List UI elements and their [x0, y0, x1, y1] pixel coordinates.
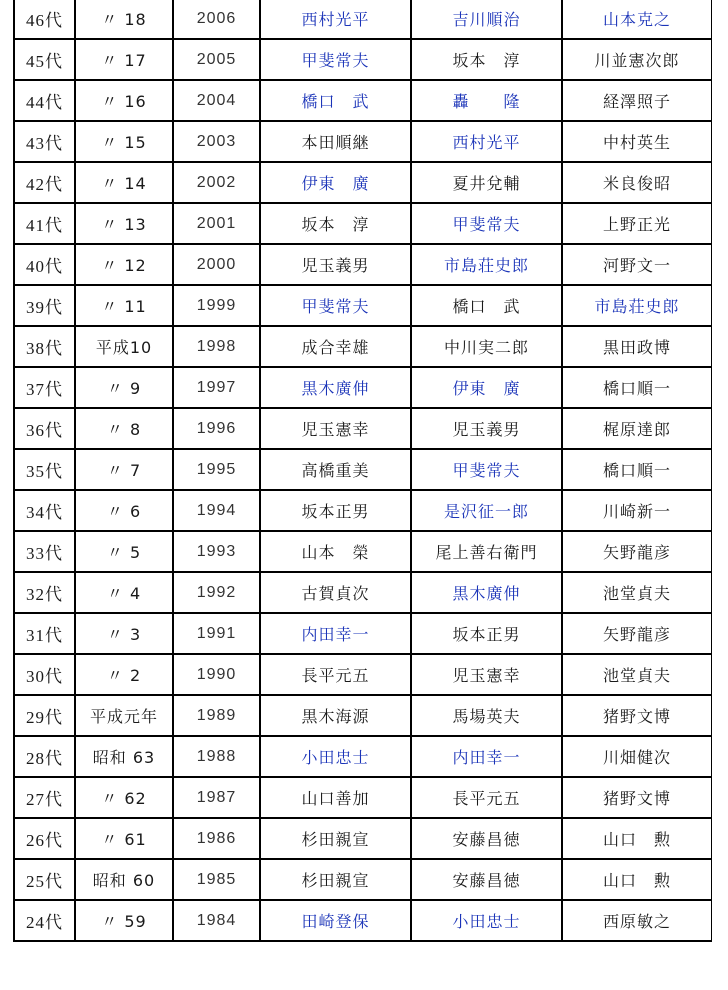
- name-link[interactable]: 内田幸一: [411, 736, 562, 777]
- year-cell: 2003: [173, 121, 260, 162]
- name-link[interactable]: 小田忠士: [411, 900, 562, 941]
- generation-cell: 41代: [14, 203, 75, 244]
- name-cell: 杉田親宣: [260, 818, 411, 859]
- table-row: [14, 203, 712, 244]
- name-cell: 坂本正男: [260, 490, 411, 531]
- name-cell: 矢野龍彦: [562, 531, 712, 572]
- era-year-cell: 〃 4: [75, 572, 173, 613]
- name-link[interactable]: 橋口 武: [260, 80, 411, 121]
- name-cell: 杉田親宣: [260, 859, 411, 900]
- name-cell: 長平元五: [411, 777, 562, 818]
- name-cell: 長平元五: [260, 654, 411, 695]
- generation-cell: 28代: [14, 736, 75, 777]
- era-year-cell: 昭和 63: [75, 736, 173, 777]
- name-cell: 梶原達郎: [562, 408, 712, 449]
- table-body: [14, 0, 712, 941]
- era-year-cell: 〃 62: [75, 777, 173, 818]
- name-cell: 成合幸雄: [260, 326, 411, 367]
- year-cell: 1985: [173, 859, 260, 900]
- table-row: [14, 818, 712, 859]
- era-year-cell: 〃 11: [75, 285, 173, 326]
- generation-cell: 45代: [14, 39, 75, 80]
- name-cell: 夏井兌輔: [411, 162, 562, 203]
- year-cell: 1998: [173, 326, 260, 367]
- name-cell: 川崎新一: [562, 490, 712, 531]
- name-link[interactable]: 甲斐常夫: [260, 39, 411, 80]
- table-row: [14, 654, 712, 695]
- table-row: [14, 900, 712, 941]
- table-row: [14, 244, 712, 285]
- year-cell: 2000: [173, 244, 260, 285]
- generation-cell: 34代: [14, 490, 75, 531]
- era-year-cell: 平成10: [75, 326, 173, 367]
- name-link[interactable]: 甲斐常夫: [260, 285, 411, 326]
- name-cell: 坂本正男: [411, 613, 562, 654]
- name-cell: 児玉義男: [411, 408, 562, 449]
- table-row: [14, 613, 712, 654]
- year-cell: 1991: [173, 613, 260, 654]
- era-year-cell: 〃 18: [75, 0, 173, 39]
- name-cell: 橋口 武: [411, 285, 562, 326]
- era-year-cell: 〃 59: [75, 900, 173, 941]
- name-cell: 米良俊昭: [562, 162, 712, 203]
- name-cell: 安藤昌徳: [411, 818, 562, 859]
- year-cell: 1992: [173, 572, 260, 613]
- name-cell: 川並憲次郎: [562, 39, 712, 80]
- table-row: [14, 80, 712, 121]
- generation-cell: 24代: [14, 900, 75, 941]
- name-cell: 川畑健次: [562, 736, 712, 777]
- name-cell: 池堂貞夫: [562, 654, 712, 695]
- table-row: [14, 408, 712, 449]
- name-link[interactable]: 是沢征一郎: [411, 490, 562, 531]
- table-row: [14, 736, 712, 777]
- era-year-cell: 〃 16: [75, 80, 173, 121]
- year-cell: 2005: [173, 39, 260, 80]
- generation-cell: 30代: [14, 654, 75, 695]
- era-year-cell: 〃 13: [75, 203, 173, 244]
- table-row: [14, 121, 712, 162]
- name-cell: 山口 勲: [562, 859, 712, 900]
- table-row: [14, 490, 712, 531]
- generation-cell: 33代: [14, 531, 75, 572]
- year-cell: 1995: [173, 449, 260, 490]
- name-cell: 黒木海源: [260, 695, 411, 736]
- table-row: [14, 695, 712, 736]
- name-link[interactable]: 轟 隆: [411, 80, 562, 121]
- year-cell: 1990: [173, 654, 260, 695]
- era-year-cell: 昭和 60: [75, 859, 173, 900]
- generation-cell: 40代: [14, 244, 75, 285]
- name-cell: 経澤照子: [562, 80, 712, 121]
- name-link[interactable]: 市島荘史郎: [562, 285, 712, 326]
- generation-cell: 27代: [14, 777, 75, 818]
- generation-cell: 36代: [14, 408, 75, 449]
- name-cell: 黒田政博: [562, 326, 712, 367]
- table-row: [14, 0, 712, 39]
- name-cell: 矢野龍彦: [562, 613, 712, 654]
- era-year-cell: 〃 9: [75, 367, 173, 408]
- generation-cell: 32代: [14, 572, 75, 613]
- name-link[interactable]: 内田幸一: [260, 613, 411, 654]
- table-row: [14, 285, 712, 326]
- name-cell: 橋口順一: [562, 367, 712, 408]
- name-cell: 西原敏之: [562, 900, 712, 941]
- name-link[interactable]: 西村光平: [260, 0, 411, 39]
- year-cell: 2002: [173, 162, 260, 203]
- era-year-cell: 〃 17: [75, 39, 173, 80]
- name-cell: 児玉憲幸: [260, 408, 411, 449]
- generation-cell: 25代: [14, 859, 75, 900]
- name-cell: 上野正光: [562, 203, 712, 244]
- name-link[interactable]: 田崎登保: [260, 900, 411, 941]
- name-link[interactable]: 市島荘史郎: [411, 244, 562, 285]
- year-cell: 2001: [173, 203, 260, 244]
- era-year-cell: 〃 15: [75, 121, 173, 162]
- name-cell: 山口 勲: [562, 818, 712, 859]
- officer-history-table: [13, 0, 713, 942]
- name-cell: 安藤昌徳: [411, 859, 562, 900]
- name-link[interactable]: 西村光平: [411, 121, 562, 162]
- year-cell: 1989: [173, 695, 260, 736]
- era-year-cell: 〃 14: [75, 162, 173, 203]
- era-year-cell: 平成元年: [75, 695, 173, 736]
- table-row: [14, 859, 712, 900]
- generation-cell: 37代: [14, 367, 75, 408]
- era-year-cell: 〃 7: [75, 449, 173, 490]
- name-link[interactable]: 黒木廣伸: [411, 572, 562, 613]
- table-row: [14, 449, 712, 490]
- year-cell: 1994: [173, 490, 260, 531]
- table-row: [14, 572, 712, 613]
- table-row: [14, 162, 712, 203]
- year-cell: 2006: [173, 0, 260, 39]
- era-year-cell: 〃 3: [75, 613, 173, 654]
- name-cell: 児玉義男: [260, 244, 411, 285]
- year-cell: 1993: [173, 531, 260, 572]
- name-link[interactable]: 小田忠士: [260, 736, 411, 777]
- generation-cell: 43代: [14, 121, 75, 162]
- name-link[interactable]: 黒木廣伸: [260, 367, 411, 408]
- generation-cell: 29代: [14, 695, 75, 736]
- era-year-cell: 〃 8: [75, 408, 173, 449]
- table-row: [14, 531, 712, 572]
- generation-cell: 44代: [14, 80, 75, 121]
- era-year-cell: 〃 12: [75, 244, 173, 285]
- name-cell: 猪野文博: [562, 695, 712, 736]
- name-cell: 坂本 淳: [260, 203, 411, 244]
- name-cell: 馬場英夫: [411, 695, 562, 736]
- name-cell: 坂本 淳: [411, 39, 562, 80]
- name-cell: 本田順継: [260, 121, 411, 162]
- name-cell: 尾上善右衛門: [411, 531, 562, 572]
- generation-cell: 35代: [14, 449, 75, 490]
- name-cell: 池堂貞夫: [562, 572, 712, 613]
- name-cell: 河野文一: [562, 244, 712, 285]
- name-link[interactable]: 吉川順治: [411, 0, 562, 39]
- table-row: [14, 39, 712, 80]
- year-cell: 1999: [173, 285, 260, 326]
- generation-cell: 46代: [14, 0, 75, 39]
- era-year-cell: 〃 61: [75, 818, 173, 859]
- table-row: [14, 367, 712, 408]
- year-cell: 1996: [173, 408, 260, 449]
- era-year-cell: 〃 5: [75, 531, 173, 572]
- name-link[interactable]: 甲斐常夫: [411, 449, 562, 490]
- name-cell: 古賀貞次: [260, 572, 411, 613]
- name-cell: 中川実二郎: [411, 326, 562, 367]
- year-cell: 1986: [173, 818, 260, 859]
- year-cell: 1997: [173, 367, 260, 408]
- generation-cell: 26代: [14, 818, 75, 859]
- generation-cell: 42代: [14, 162, 75, 203]
- name-link[interactable]: 伊東 廣: [260, 162, 411, 203]
- name-link[interactable]: 甲斐常夫: [411, 203, 562, 244]
- generation-cell: 38代: [14, 326, 75, 367]
- generation-cell: 31代: [14, 613, 75, 654]
- year-cell: 1988: [173, 736, 260, 777]
- generation-cell: 39代: [14, 285, 75, 326]
- name-cell: 中村英生: [562, 121, 712, 162]
- table-row: [14, 326, 712, 367]
- name-cell: 児玉憲幸: [411, 654, 562, 695]
- name-cell: 山口善加: [260, 777, 411, 818]
- year-cell: 1984: [173, 900, 260, 941]
- name-cell: 高橋重美: [260, 449, 411, 490]
- name-cell: 山本 榮: [260, 531, 411, 572]
- name-link[interactable]: 山本克之: [562, 0, 712, 39]
- era-year-cell: 〃 2: [75, 654, 173, 695]
- name-cell: 橋口順一: [562, 449, 712, 490]
- name-cell: 猪野文博: [562, 777, 712, 818]
- year-cell: 1987: [173, 777, 260, 818]
- name-link[interactable]: 伊東 廣: [411, 367, 562, 408]
- year-cell: 2004: [173, 80, 260, 121]
- era-year-cell: 〃 6: [75, 490, 173, 531]
- page-edge: [712, 0, 728, 990]
- table-row: [14, 777, 712, 818]
